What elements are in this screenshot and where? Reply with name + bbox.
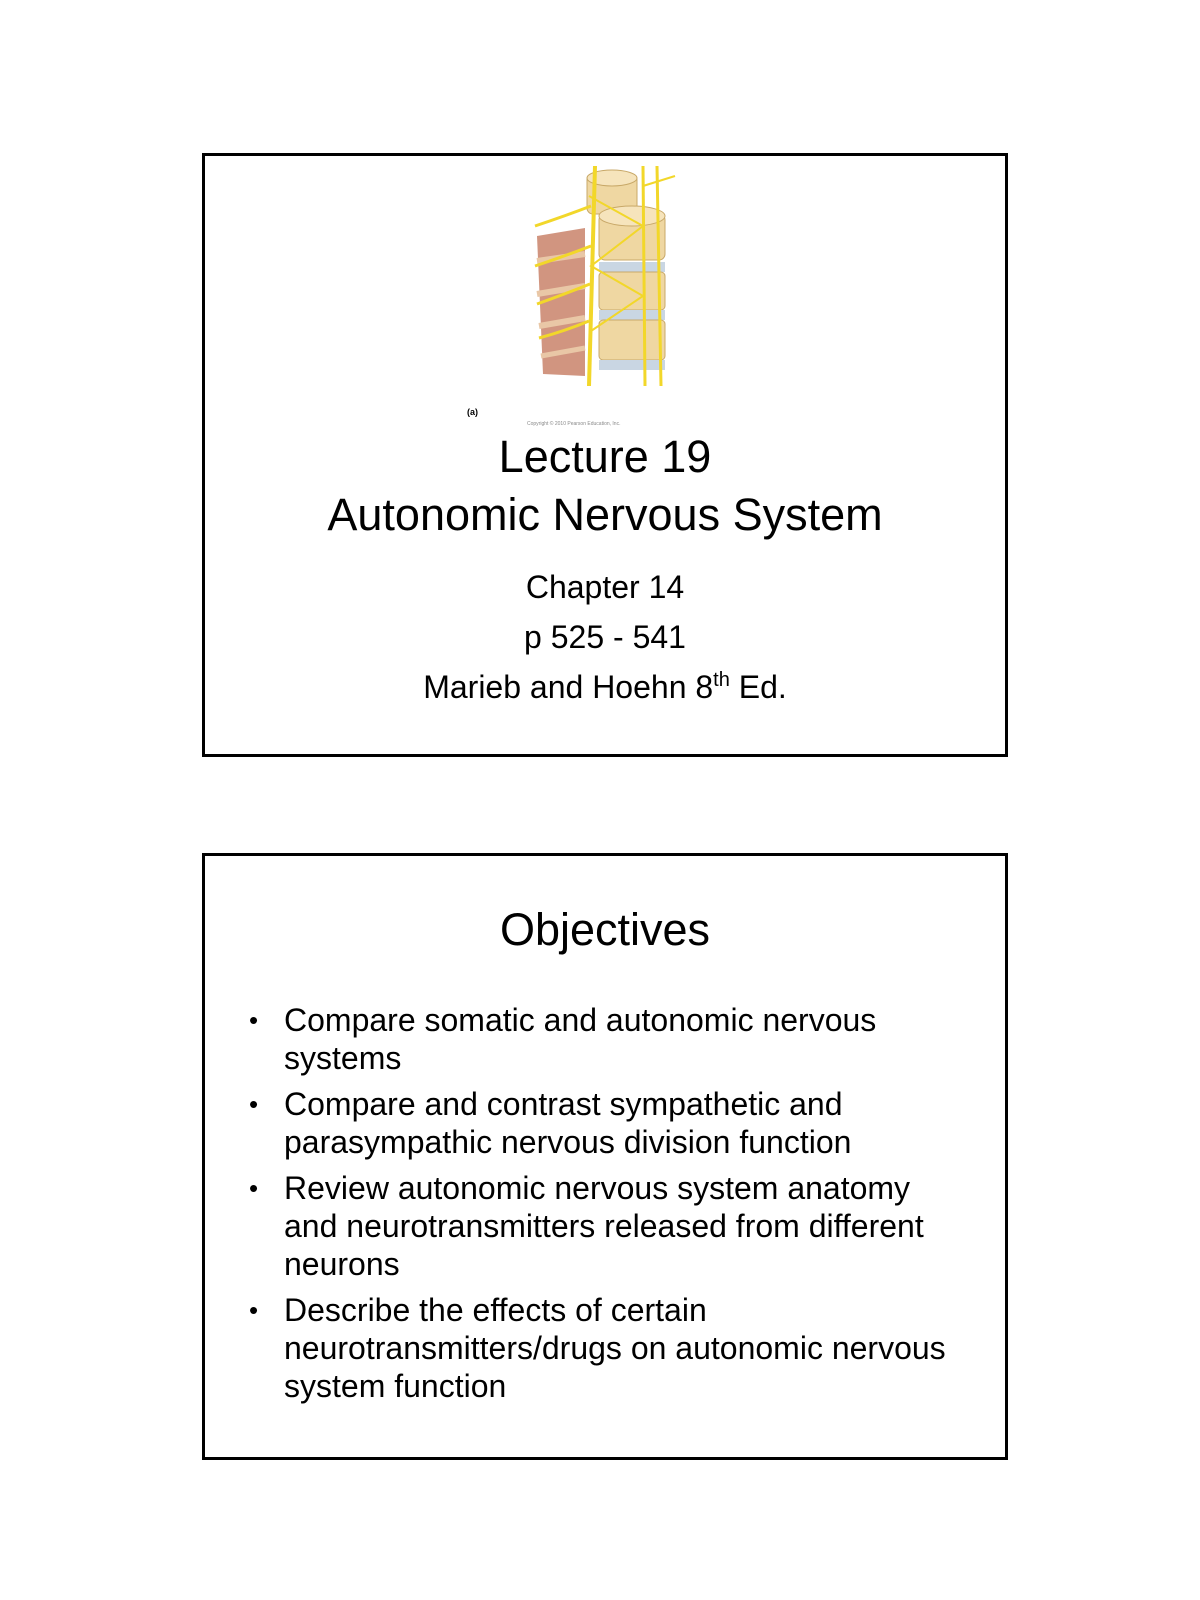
objectives-title: Objectives — [499, 904, 711, 955]
spinal-cord-illustration — [525, 166, 685, 386]
objective-text: Compare and contrast sympathetic and parasympathic nervous division function — [284, 1086, 852, 1160]
lecture-number: Lecture 19 — [498, 431, 712, 482]
list-item — [249, 1001, 965, 1077]
list-item — [249, 1291, 965, 1405]
edition-ordinal: th — [713, 669, 730, 691]
bullet-icon: • — [249, 1295, 259, 1325]
list-item — [249, 1085, 965, 1161]
bullet-icon: • — [249, 1173, 259, 1203]
list-item — [249, 1169, 965, 1283]
bullet-icon: • — [249, 1089, 259, 1119]
objectives-list — [249, 1001, 965, 1413]
edition-label: Ed. — [729, 669, 787, 705]
slide-subtitle — [205, 562, 1005, 712]
slide-title — [205, 428, 1005, 544]
lecture-topic: Autonomic Nervous System — [327, 489, 883, 540]
objectives-slide — [202, 853, 1008, 1460]
objective-text: Describe the effects of certain neurotransmitters/drugs on autonomic nervous system function — [284, 1292, 946, 1404]
textbook-reference — [205, 662, 1005, 712]
title-slide — [202, 153, 1008, 757]
objective-text: Compare somatic and autonomic nervous systems — [284, 1002, 877, 1076]
chapter-reference: Chapter 14 — [525, 569, 685, 605]
bullet-icon: • — [249, 1005, 259, 1035]
figure-panel-label: (a) — [467, 407, 478, 417]
textbook-name: Marieb and Hoehn 8 — [423, 669, 714, 705]
figure-copyright: Copyright © 2010 Pearson Education, Inc. — [527, 421, 621, 427]
page-range: p 525 - 541 — [524, 619, 686, 655]
objective-text: Review autonomic nervous system anatomy and neurotransmitters released from different neurons — [284, 1170, 924, 1282]
